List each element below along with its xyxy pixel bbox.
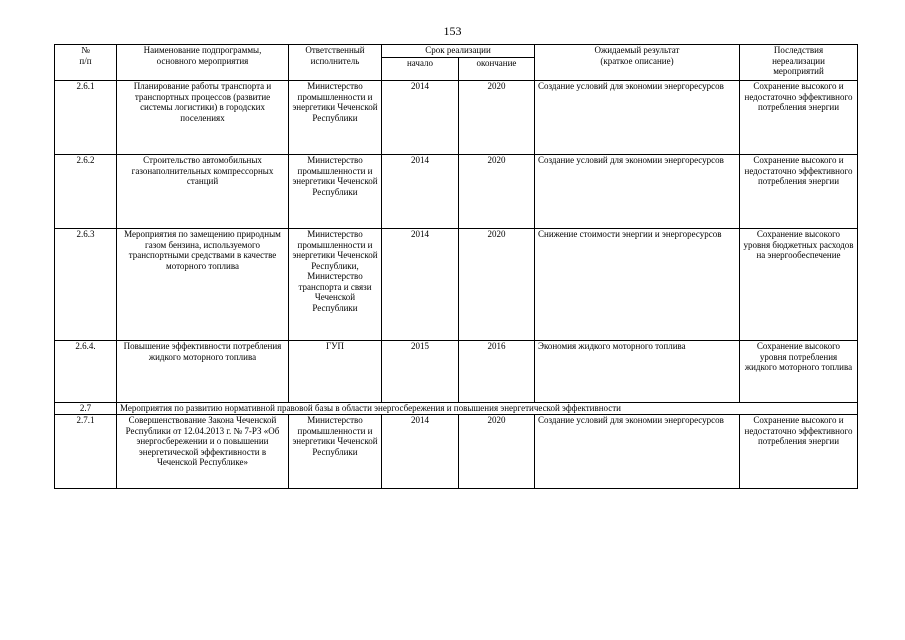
row-end: 2020 (459, 155, 535, 229)
row-name: Совершенствование Закона Чеченской Республики от 12.04.2013 г. № 7-РЗ «Об энергосбережении и о повышении энергетической эффективности в Чеченской Республике» (117, 415, 289, 489)
row-end: 2020 (459, 415, 535, 489)
section-num: 2.7 (55, 403, 117, 415)
header-num: № п/п (55, 45, 117, 81)
row-start: 2015 (382, 341, 459, 403)
row-executor: Министерство промышленности и энергетики Чеченской Республики (289, 155, 382, 229)
row-name: Мероприятия по замещению природным газом бензина, используемого транспортными средствами в качестве моторного топлива (117, 229, 289, 341)
header-period: Срок реализации (382, 45, 535, 58)
row-num: 2.6.4. (55, 341, 117, 403)
row-executor: Министерство промышленности и энергетики Чеченской Республики (289, 415, 382, 489)
header-start: начало (382, 58, 459, 81)
section-title: Мероприятия по развитию нормативной правовой базы в области энергосбережения и повышения энергетической эффективности (117, 403, 858, 415)
row-consequences: Сохранение высокого уровня бюджетных расходов на энергообеспечение (740, 229, 858, 341)
row-consequences: Сохранение высокого уровня потребления жидкого моторного топлива (740, 341, 858, 403)
row-start: 2014 (382, 81, 459, 155)
table-row (55, 415, 858, 489)
row-consequences: Сохранение высокого и недостаточно эффективного потребления энергии (740, 81, 858, 155)
row-result: Создание условий для экономии энергоресурсов (535, 81, 740, 155)
row-end: 2016 (459, 341, 535, 403)
row-result: Создание условий для экономии энергоресурсов (535, 155, 740, 229)
row-result: Создание условий для экономии энергоресурсов (535, 415, 740, 489)
row-num: 2.6.3 (55, 229, 117, 341)
row-executor: Министерство промышленности и энергетики Чеченской Республики, Министерство транспорта и связи Чеченской Республики (289, 229, 382, 341)
row-end: 2020 (459, 229, 535, 341)
page-number: 153 (443, 24, 462, 38)
row-num: 2.7.1 (55, 415, 117, 489)
row-name: Планирование работы транспорта и транспортных процессов (развитие системы логистики) в городских поселениях (117, 81, 289, 155)
row-num: 2.6.1 (55, 81, 117, 155)
table-row (55, 155, 858, 229)
table-row (55, 229, 858, 341)
row-consequences: Сохранение высокого и недостаточно эффективного потребления энергии (740, 415, 858, 489)
row-start: 2014 (382, 155, 459, 229)
row-result: Снижение стоимости энергии и энергоресурсов (535, 229, 740, 341)
measures-table (54, 44, 858, 489)
row-executor: Министерство промышленности и энергетики Чеченской Республики (289, 81, 382, 155)
table-row (55, 341, 858, 403)
row-name: Повышение эффективности потребления жидкого моторного топлива (117, 341, 289, 403)
row-result: Экономия жидкого моторного топлива (535, 341, 740, 403)
row-num: 2.6.2 (55, 155, 117, 229)
header-consequences: Последствия нереализации мероприятий (740, 45, 858, 81)
row-end: 2020 (459, 81, 535, 155)
header-end: окончание (459, 58, 535, 81)
row-executor: ГУП (289, 341, 382, 403)
row-consequences: Сохранение высокого и недостаточно эффективного потребления энергии (740, 155, 858, 229)
row-start: 2014 (382, 415, 459, 489)
section-row (55, 403, 858, 415)
row-start: 2014 (382, 229, 459, 341)
table-row (55, 81, 858, 155)
header-name: Наименование подпрограммы, основного мероприятия (117, 45, 289, 81)
header-row (55, 45, 858, 58)
header-executor: Ответственный исполнитель (289, 45, 382, 81)
row-name: Строительство автомобильных газонаполнительных компрессорных станций (117, 155, 289, 229)
header-result: Ожидаемый результат (краткое описание) (535, 45, 740, 81)
